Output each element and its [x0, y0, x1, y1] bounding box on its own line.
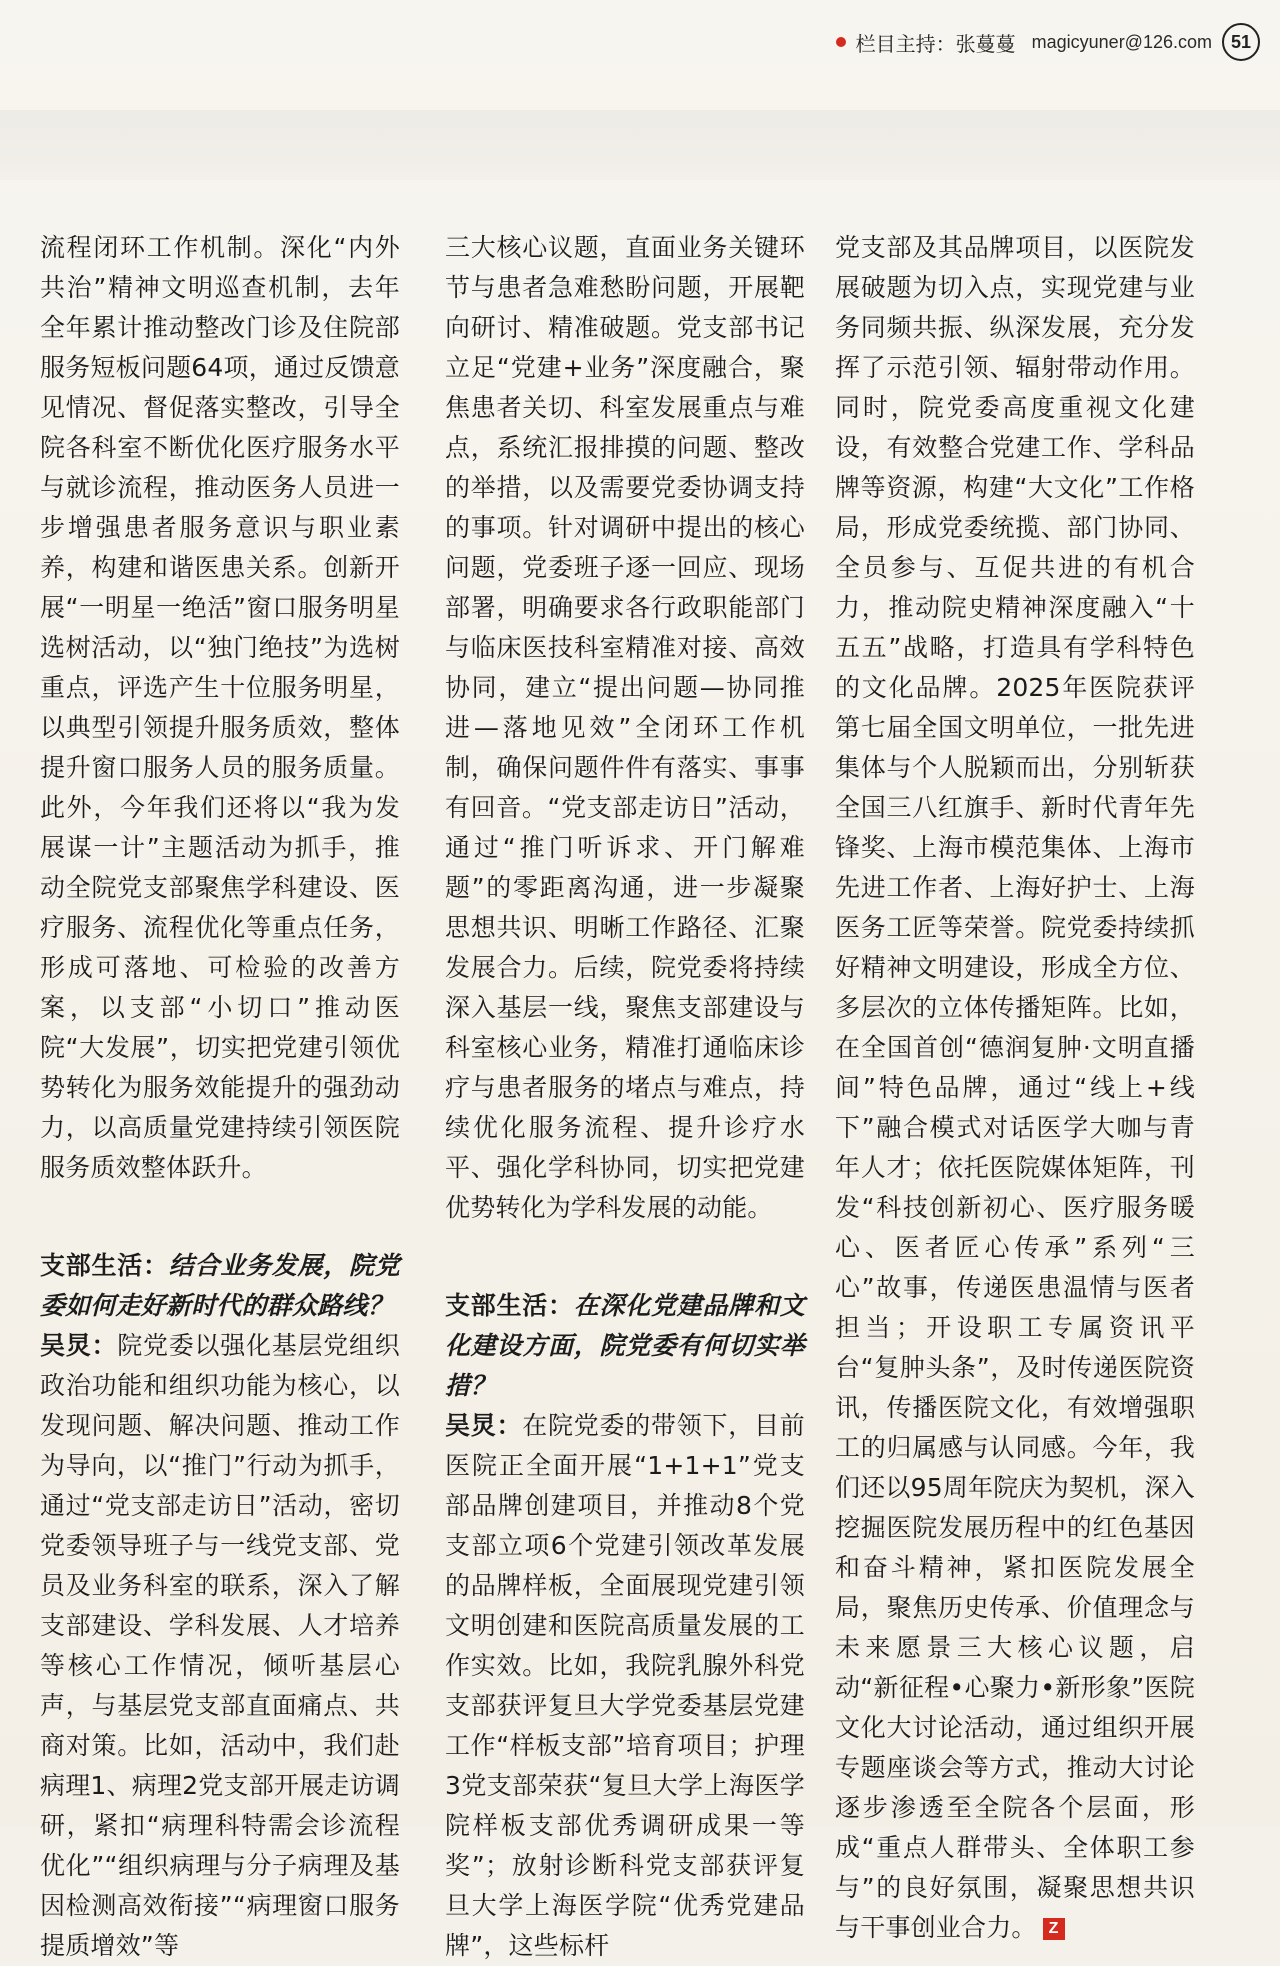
column-host-email: magicyuner@126.com [1031, 31, 1212, 52]
column-1 [40, 228, 400, 1966]
col1-paragraph: 流程闭环工作机制。深化“内外共治”精神文明巡查机制，去年全年累计推动整改门诊及住院部服务短板问题64项，通过反馈意见情况、督促落实整改，引导全院各科室不断优化医疗服务水平与就诊流程，推动医务人员进一步增强患者服务意识与职业素养，构建和谐医患关系。创新开展“一明星一绝活”窗口服务明星选树活动，以“独门绝技”为选树重点，评选产生十位服务明星，以典型引领提升服务质效，整体提升窗口服务人员的服务质量。此外，今年我们还将以“我为发展谋一计”主题活动为抓手，推动全院党支部聚焦学科建设、医疗服务、流程优化等重点任务，形成可落地、可检验的改善方案，以支部“小切口”推动医院“大发展”，切实把党建引领优势转化为服务效能提升的强劲动力，以高质量党建持续引领医院服务质效整体跃升。 [40, 233, 400, 1182]
col3-text: 党支部及其品牌项目，以医院发展破题为切入点，实现党建与业务同频共振、纵深发展，充分发挥了示范引领、辐射带动作用。同时，院党委高度重视文化建设，有效整合党建工作、学科品牌等资源，构建“大文化”工作格局，形成党委统揽、部门协同、全员参与、互促共进的有机合力，推动院史精神深度融入“十五五”战略，打造具有学科特色的文化品牌。2025年医院获评第七届全国文明单位，一批先进集体与个人脱颖而出，分别斩获全国三八红旗手、新时代青年先锋奖、上海市模范集体、上海市先进工作者、上海好护士、上海医务工匠等荣誉。院党委持续抓好精神文明建设，形成全方位、多层次的立体传播矩阵。比如，在全国首创“德润复肿·文明直播间”特色品牌，通过“线上+线下”融合模式对话医学大咖与青年人才；依托医院媒体矩阵，刊发“科技创新初心、医疗服务暖心、医者匠心传承”系列“三心”故事，传递医患温情与医者担当；开设职工专属资讯平台“复肿头条”，及时传递医院资讯，传播医院文化，有效增强职工的归属感与认同感。今年，我们还以95周年院庆为契机，深入挖掘医院发展历程中的红色基因和奋斗精神，紧扣医院发展全局，聚焦历史传承、价值理念与未来愿景三大核心议题，启动“新征程•心聚力•新形象”医院文化大讨论活动，通过组织开展专题座谈会等方式，推动大讨论逐步渗透至全院各个层面，形成“重点人群带头、全体职工参与”的良好氛围，凝聚思想共识与干事创业合力。 [835, 233, 1195, 1942]
column-2 [445, 228, 805, 1966]
answer-text: 在院党委的带领下，目前医院正全面开展“1+1+1”党支部品牌创建项目，并推动8个党支部立项6个党建引领改革发展的品牌样板，全面展现党建引领文明创建和医院高质量发展的工作实效。比如，我院乳腺外科党支部获评复旦大学党委基层党建工作“样板支部”培育项目；护理3党支部荣获“复旦大学上海医学院样板支部优秀调研成果一等奖”；放射诊断科党支部获评复旦大学上海医学院“优秀党建品牌”，这些标杆 [445, 1411, 805, 1960]
col3-paragraph [835, 228, 1195, 1948]
page-number: 51 [1222, 23, 1260, 61]
col1-answer [40, 1326, 400, 1966]
question-label: 支部生活： [445, 1291, 574, 1320]
question-text: 在深化党建品牌和文化建设方面，院党委有何切实举措？ [445, 1291, 805, 1400]
page-header [836, 22, 1260, 62]
col2-question [445, 1286, 805, 1406]
col1-question [40, 1246, 400, 1326]
col2-answer [445, 1406, 805, 1966]
column-host-label: 栏目主持：张蔓蔓 [855, 31, 1016, 56]
answer-name: 吴炅： [40, 1331, 118, 1360]
red-dot-icon [836, 37, 846, 47]
end-mark-icon: Z [1043, 1918, 1065, 1940]
column-3 [835, 228, 1195, 1948]
question-label: 支部生活： [40, 1251, 169, 1280]
faded-scan-band [0, 110, 1280, 180]
col2-paragraph: 三大核心议题，直面业务关键环节与患者急难愁盼问题，开展靶向研讨、精准破题。党支部书记立足“党建+业务”深度融合，聚焦患者关切、科室发展重点与难点，系统汇报排摸的问题、整改的举措，以及需要党委协调支持的事项。针对调研中提出的核心问题，党委班子逐一回应、现场部署，明确要求各行政职能部门与临床医技科室精准对接、高效协同，建立“提出问题—协同推进—落地见效”全闭环工作机制，确保问题件件有落实、事事有回音。“党支部走访日”活动，通过“推门听诉求、开门解难题”的零距离沟通，进一步凝聚思想共识、明晰工作路径、汇聚发展合力。后续，院党委将持续深入基层一线，聚焦支部建设与科室核心业务，精准打通临床诊疗与患者服务的堵点与难点，持续优化服务流程、提升诊疗水平、强化学科协同，切实把党建优势转化为学科发展的动能。 [445, 233, 805, 1222]
col1-question-line [40, 1246, 400, 1326]
question-text: 结合业务发展，院党委如何走好新时代的群众路线？ [40, 1251, 400, 1320]
col2-question-line [445, 1286, 805, 1406]
answer-name: 吴炅： [445, 1411, 523, 1440]
answer-text: 院党委以强化基层党组织政治功能和组织功能为核心，以发现问题、解决问题、推动工作为导向，以“推门”行动为抓手，通过“党支部走访日”活动，密切党委领导班子与一线党支部、党员及业务科室的联系，深入了解支部建设、学科发展、人才培养等核心工作情况，倾听基层心声，与基层党支部直面痛点、共商对策。比如，活动中，我们赴病理1、病理2党支部开展走访调研，紧扣“病理科特需会诊流程优化”“组织病理与分子病理及基因检测高效衔接”“病理窗口服务提质增效”等 [40, 1331, 400, 1960]
